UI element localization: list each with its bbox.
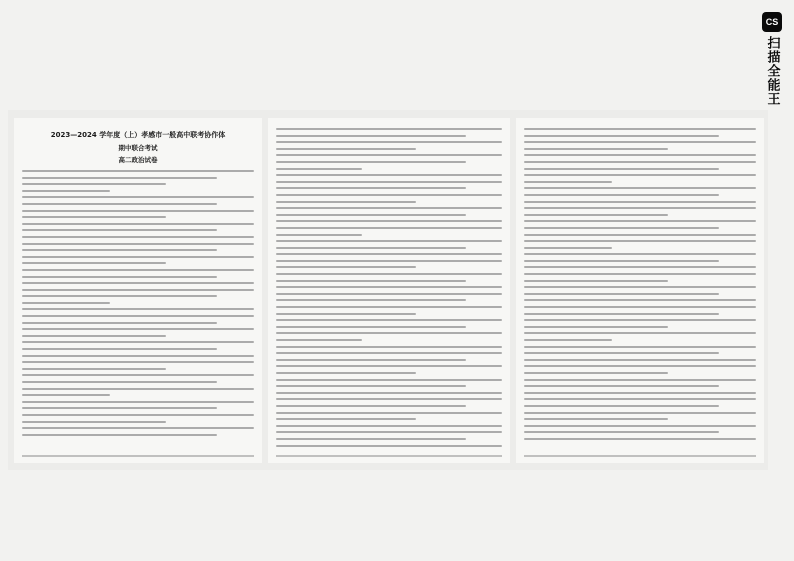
- exam-title: 2023—2024 学年度（上）孝感市一般高中联考协作体: [50, 131, 226, 139]
- page-1-footer: [22, 455, 254, 457]
- scanner-brand-label: 扫描全能王: [764, 36, 780, 106]
- camscanner-logo-icon: CS: [762, 12, 782, 32]
- page-2-text: [276, 128, 502, 451]
- exam-page-1: [14, 118, 262, 463]
- page-2-footer: [276, 455, 502, 457]
- scanner-watermark: [760, 12, 784, 112]
- page-3-text: [524, 128, 756, 445]
- exam-page-2: [268, 118, 510, 463]
- exam-subtitle: 期中联合考试: [118, 144, 158, 152]
- page-3-footer: [524, 455, 756, 457]
- exam-page-3: [516, 118, 764, 463]
- exam-subject: 高二政治试卷: [118, 156, 158, 164]
- page-1-text: [22, 170, 254, 440]
